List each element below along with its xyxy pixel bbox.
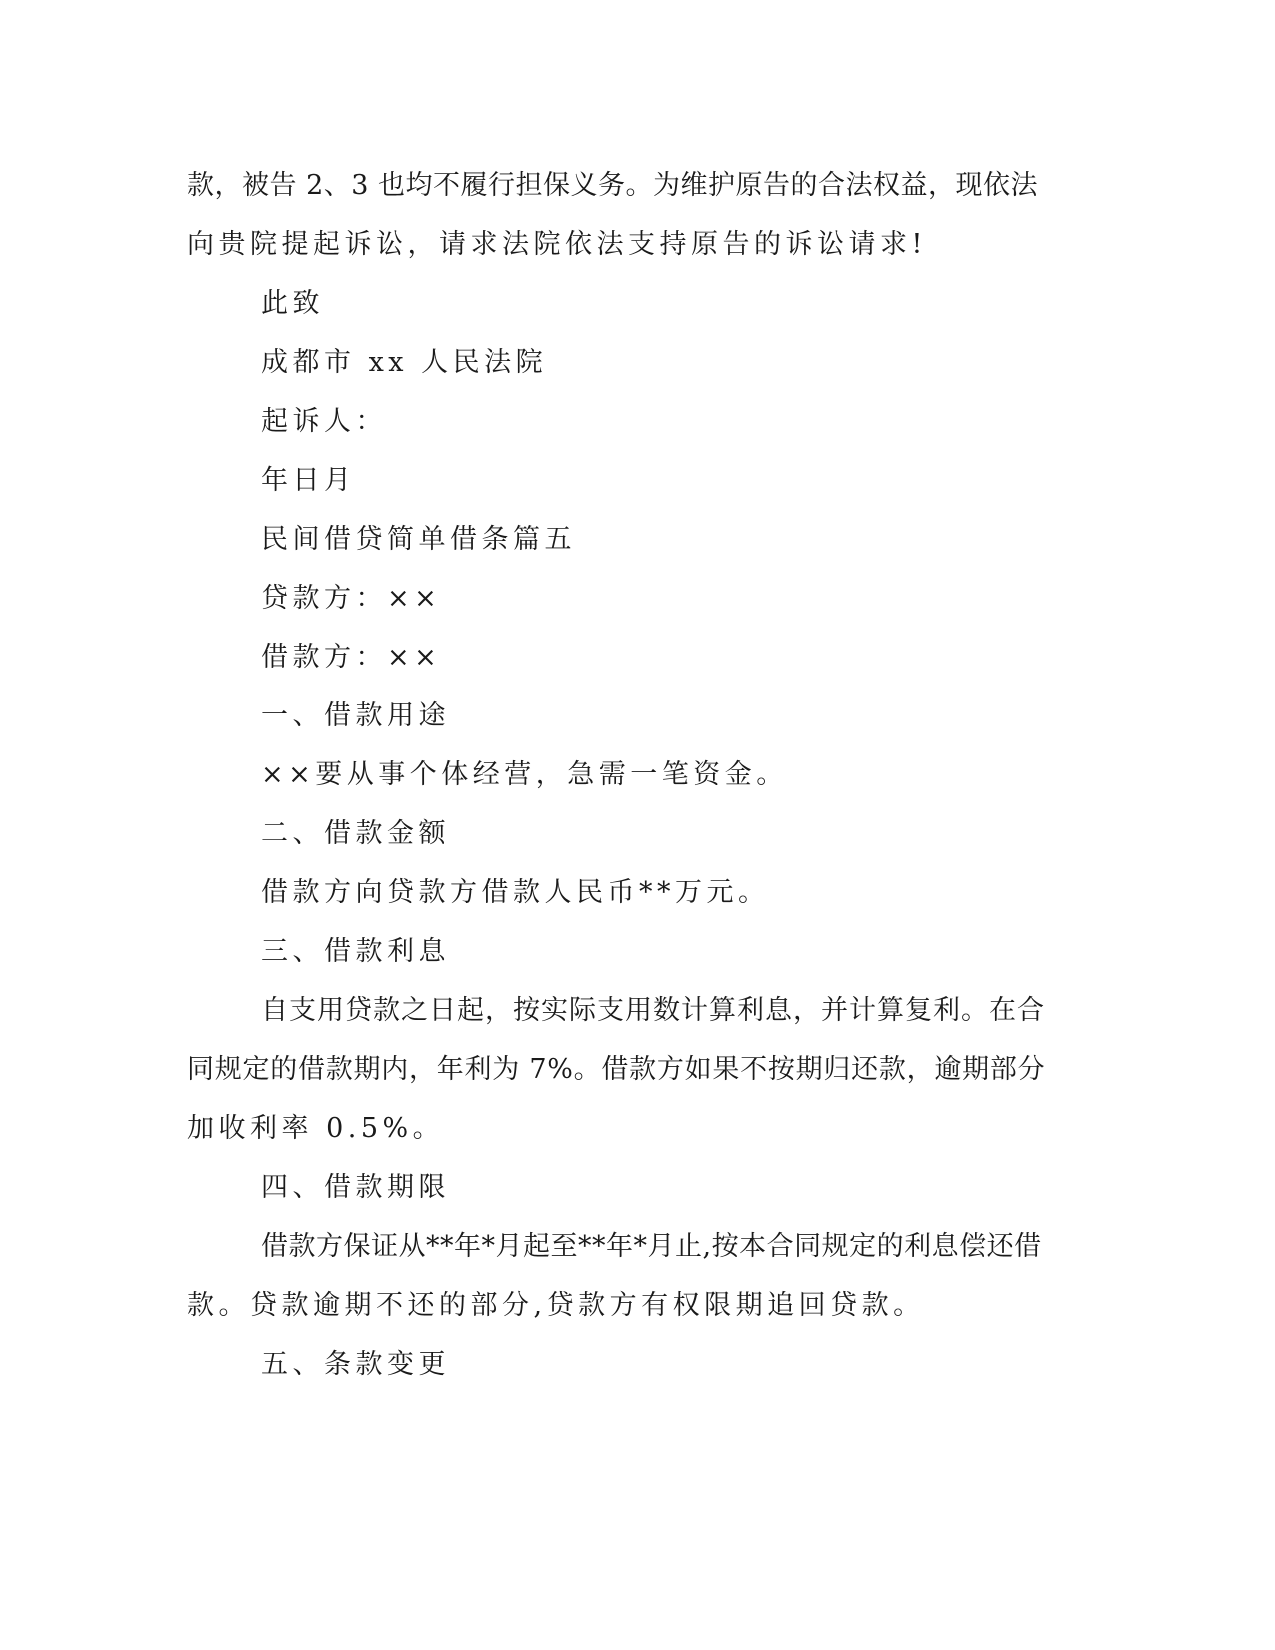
paragraph-line: 款，被告 2、3 也均不履行担保义务。为维护原告的合法权益，现依法 — [187, 170, 1039, 201]
paragraph-line: ××要从事个体经营，急需一笔资金。 — [261, 759, 788, 790]
clause-heading: 三、借款利息 — [261, 936, 450, 967]
addressee: 成都市 xx 人民法院 — [261, 347, 548, 378]
section-heading: 民间借贷简单借条篇五 — [261, 524, 576, 555]
paragraph-line: 向贵院提起诉讼，请求法院依法支持原告的诉讼请求! — [187, 229, 927, 260]
paragraph-line: 借款方保证从**年*月起至**年*月止,按本合同规定的利息偿还借 — [261, 1231, 1042, 1262]
borrower-line: 借款方：×× — [261, 642, 442, 673]
date-line: 年日月 — [261, 465, 356, 496]
salutation: 此致 — [261, 288, 324, 319]
paragraph-line: 款。贷款逾期不还的部分,贷款方有权限期追回贷款。 — [187, 1290, 925, 1321]
paragraph-line: 自支用贷款之日起，按实际支用数计算利息，并计算复利。在合 — [261, 995, 1045, 1026]
lender-line: 贷款方：×× — [261, 583, 442, 614]
clause-heading: 一、借款用途 — [261, 700, 450, 731]
paragraph-line: 借款方向贷款方借款人民币**万元。 — [261, 877, 770, 908]
clause-heading: 五、条款变更 — [261, 1349, 450, 1380]
paragraph-line: 加收利率 0.5%。 — [187, 1113, 445, 1144]
clause-heading: 四、借款期限 — [261, 1172, 450, 1203]
signatory-label: 起诉人： — [261, 406, 387, 437]
paragraph-line: 同规定的借款期内，年利为 7%。借款方如果不按期归还款，逾期部分 — [187, 1054, 1046, 1085]
clause-heading: 二、借款金额 — [261, 818, 450, 849]
